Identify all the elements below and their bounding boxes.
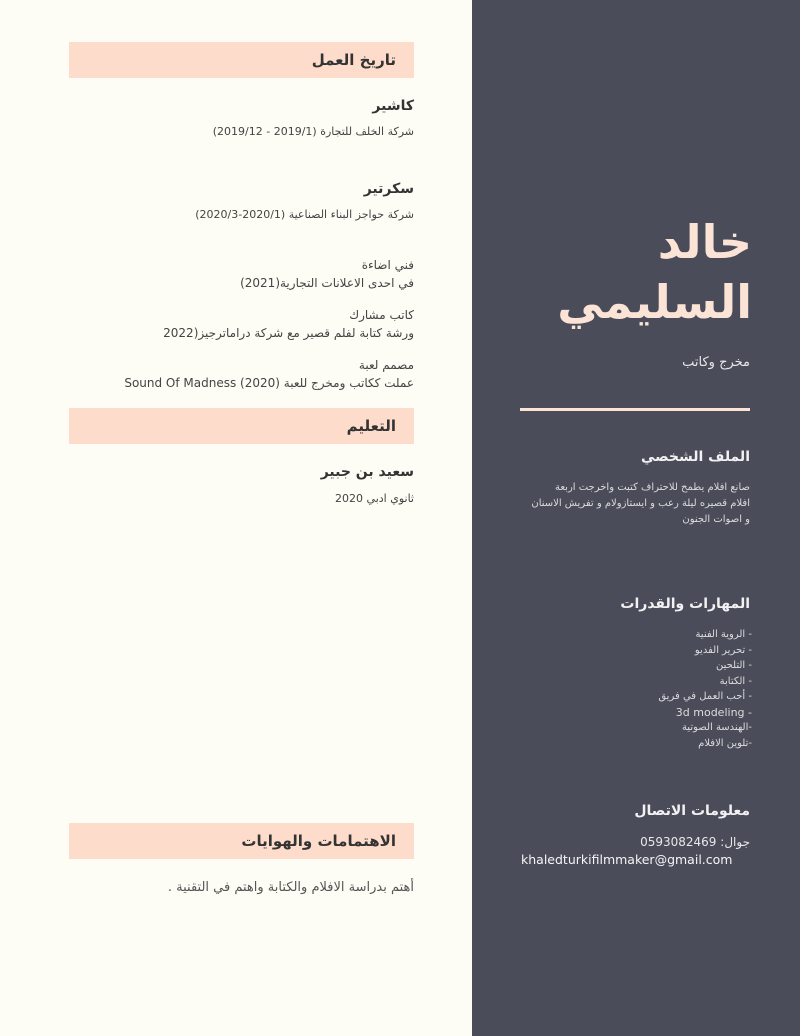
role-block bbox=[163, 306, 414, 342]
role-detail: ورشة كتابة لفلم قصير مع شركة دراماترجيز(2022 bbox=[163, 326, 414, 340]
role-detail: في احدى الاعلانات التجارية(2021) bbox=[240, 276, 414, 290]
work-heading: تاريخ العمل bbox=[311, 51, 396, 69]
skill-item: -الهندسة الصوتية bbox=[681, 722, 752, 733]
interests-text: أهتم بدراسة الافلام والكتابة واهتم في التقنية . bbox=[167, 880, 414, 895]
role-block bbox=[124, 356, 414, 392]
phone-row bbox=[640, 835, 750, 849]
phone-number[interactable]: 0593082469 bbox=[640, 835, 717, 849]
interests-heading: الاهتمامات والهوايات bbox=[241, 832, 396, 850]
skill-item: - أحب العمل في فريق bbox=[658, 691, 752, 702]
skill-item: - الروية الفنية bbox=[695, 629, 752, 640]
skill-item: - تحرير الفديو bbox=[694, 644, 752, 656]
skill-item: - الكتابة bbox=[719, 675, 752, 687]
role-title: فني اضاءة bbox=[361, 258, 414, 272]
job-title: كاشير bbox=[372, 98, 414, 114]
education-detail: ثانوي ادبي 2020 bbox=[335, 492, 414, 505]
job-title: سكرتير bbox=[363, 181, 414, 197]
phone-label: جوال: bbox=[720, 835, 750, 849]
profile-text bbox=[510, 480, 750, 528]
job-subtitle: مخرج وكاتب bbox=[682, 355, 750, 370]
skill-item: 3d modeling - bbox=[675, 705, 752, 719]
skills-heading: المهارات والقدرات bbox=[620, 596, 750, 612]
role-title: مصمم لعبة bbox=[358, 358, 414, 372]
email-address[interactable]: khaledturkifilmmaker@gmail.com bbox=[521, 852, 733, 867]
education-heading: التعليم bbox=[346, 417, 396, 435]
role-block bbox=[240, 256, 414, 292]
name-divider bbox=[520, 408, 750, 411]
first-name: خالد bbox=[657, 215, 752, 269]
skill-item: - التلحين bbox=[715, 660, 752, 671]
job-detail: شركة الخلف للتجارة (2019/1 - 2019/12) bbox=[212, 125, 414, 138]
school-name: سعيد بن جبير bbox=[320, 464, 414, 480]
profile-line: و اصوات الجنون bbox=[682, 514, 750, 525]
interests-heading-bar bbox=[69, 823, 414, 859]
contact-heading: معلومات الاتصال bbox=[634, 803, 750, 819]
last-name: السليمي bbox=[557, 275, 752, 329]
role-title: كاتب مشارك bbox=[349, 308, 414, 322]
skill-item: -تلوين الافلام bbox=[698, 737, 752, 749]
skills-list bbox=[552, 627, 752, 751]
profile-line: صانع افلام يطمح للاحتراف كتبت واخرجت اربعة bbox=[554, 482, 750, 493]
education-heading-bar bbox=[69, 408, 414, 444]
profile-line: افلام قصيره ليلة رعب و ايستازولام و تفريش الاسنان bbox=[531, 498, 750, 509]
role-detail: عملت ككاتب ومخرج للعبة (Sound Of Madness (2020 bbox=[124, 376, 414, 390]
work-heading-bar bbox=[69, 42, 414, 78]
job-detail: شركة حواجز البناء الصناعية (2020/1-2020/3) bbox=[195, 208, 414, 221]
profile-heading: الملف الشخصي bbox=[640, 449, 750, 465]
